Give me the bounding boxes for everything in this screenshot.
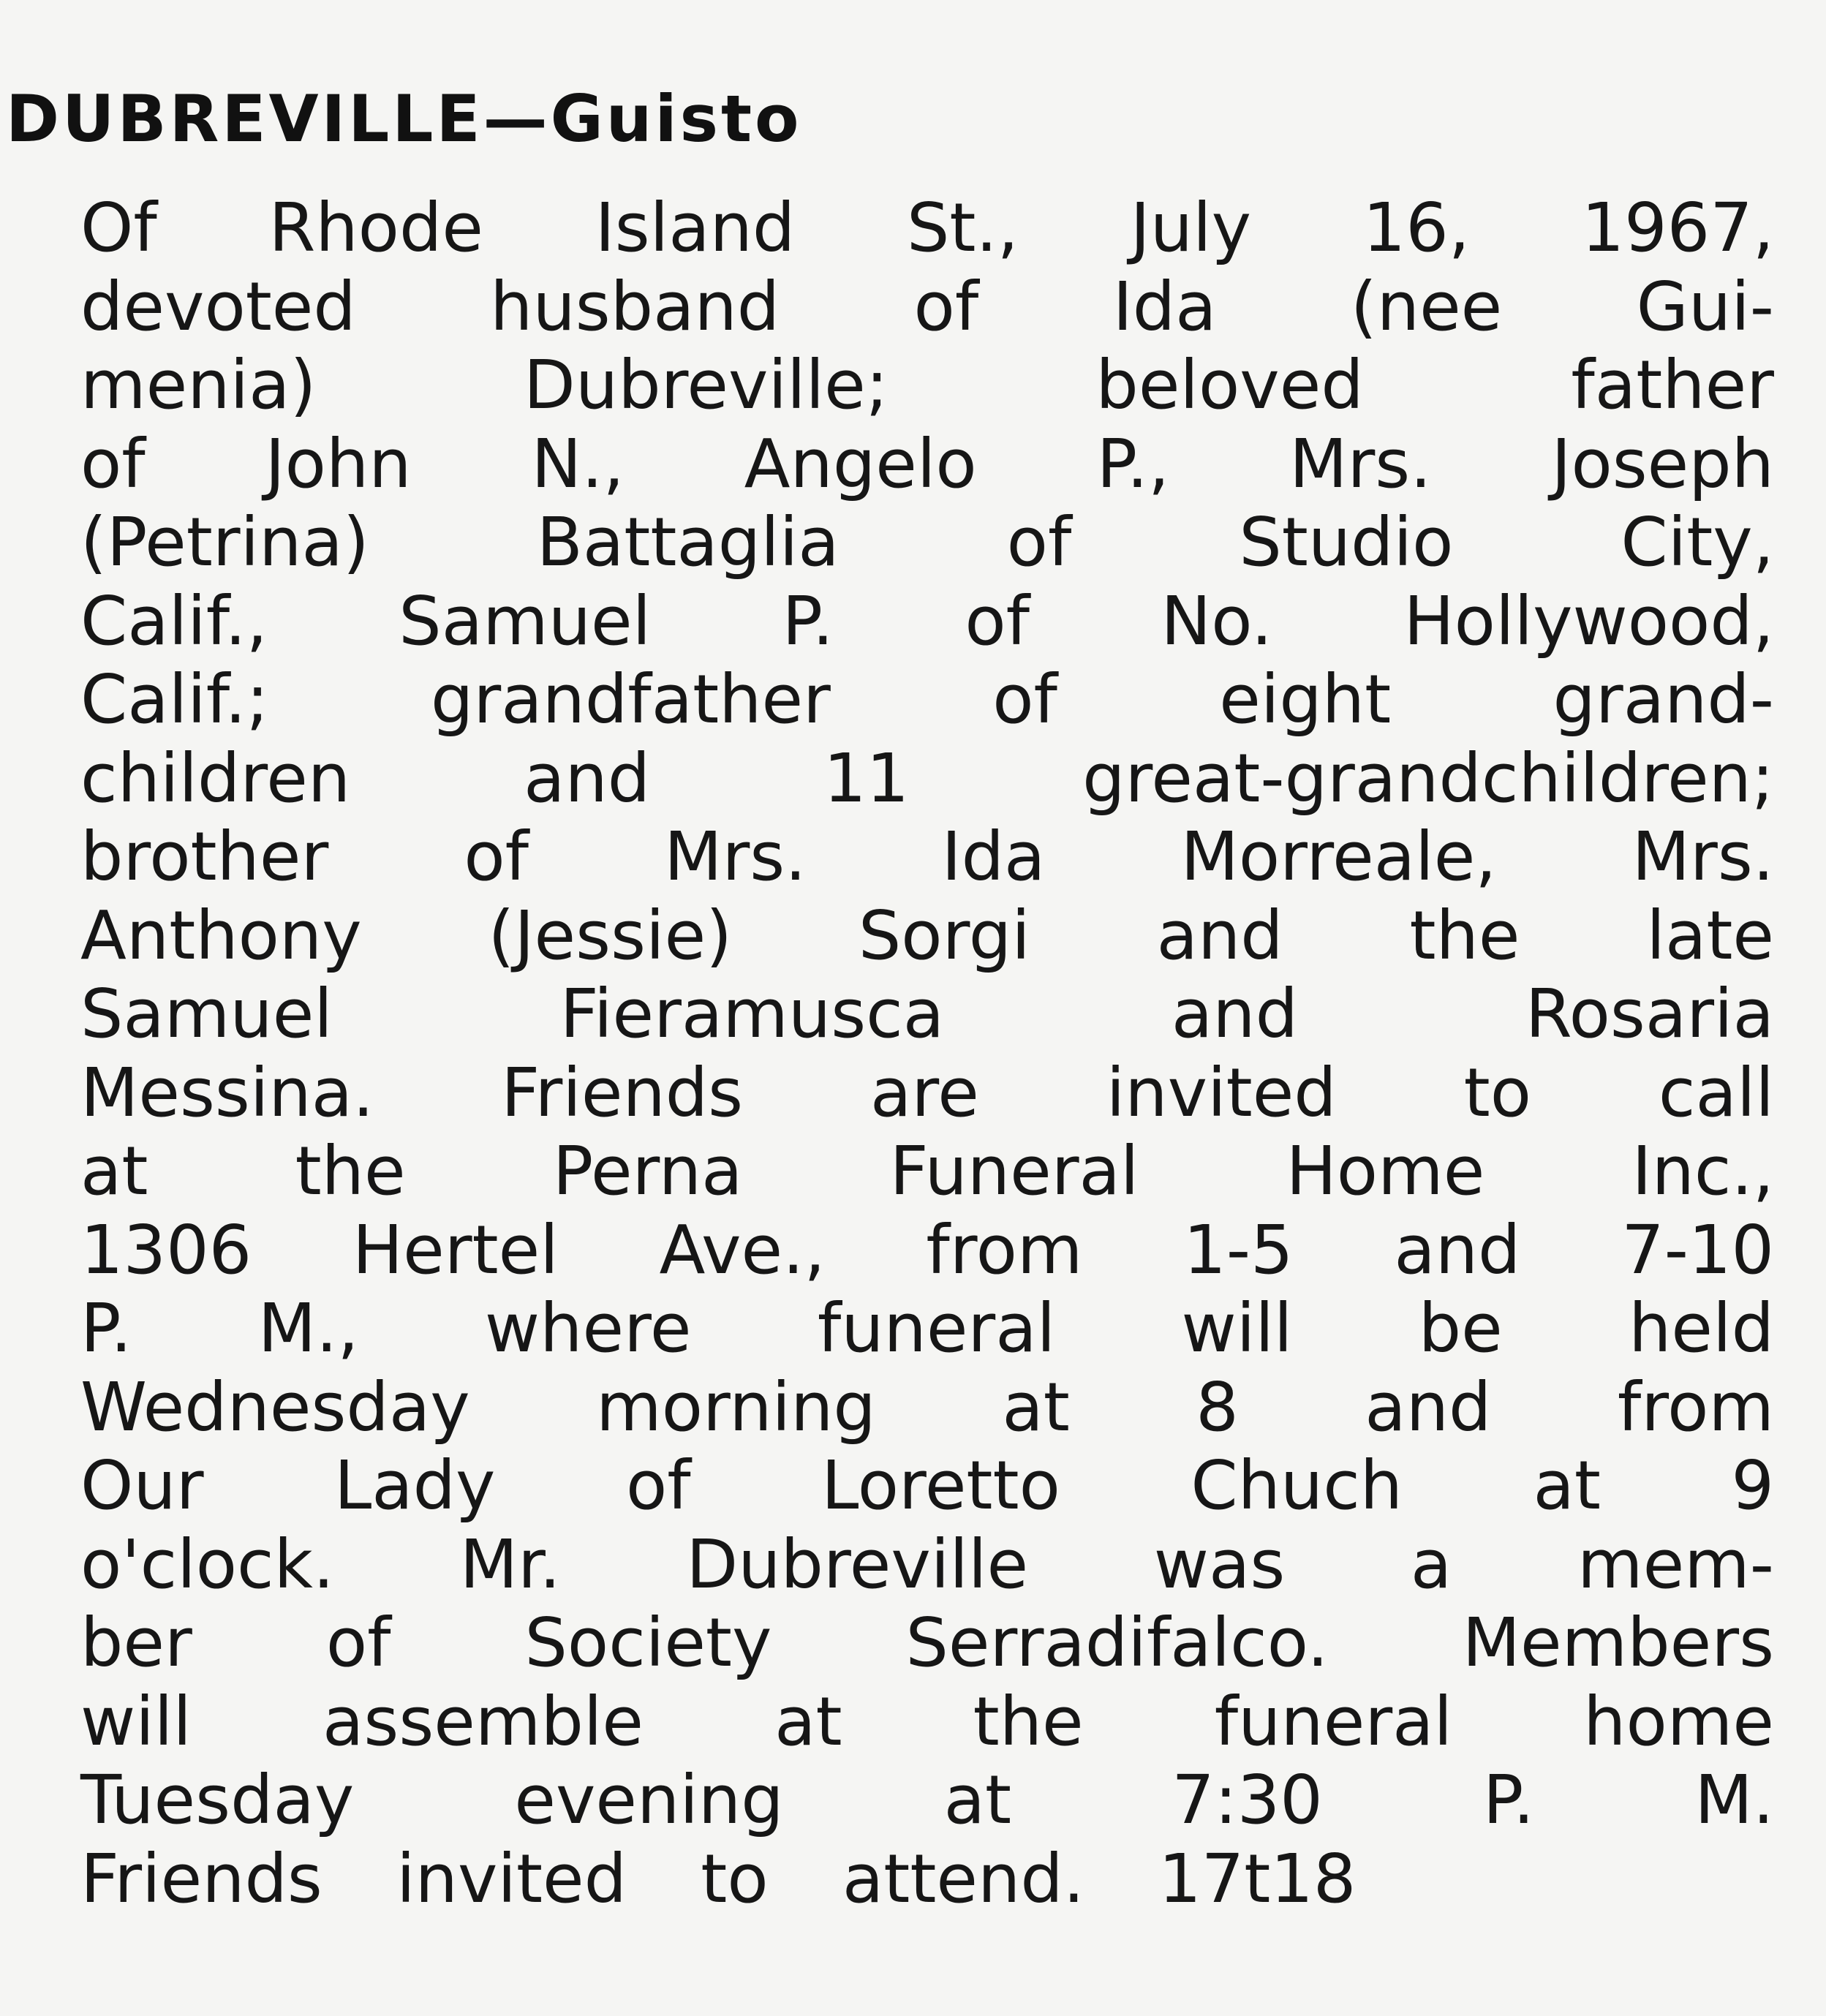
obituary-line: Anthony (Jessie) Sorgi and the late [80, 896, 1774, 975]
obituary-line: Calif., Samuel P. of No. Hollywood, [80, 581, 1774, 660]
obituary-line: devoted husband of Ida (nee Gui- [80, 267, 1774, 346]
obituary-line: o'clock. Mr. Dubreville was a mem- [80, 1525, 1774, 1604]
obituary-line: (Petrina) Battaglia of Studio City, [80, 503, 1774, 581]
obituary-line: Wednesday morning at 8 and from [80, 1367, 1774, 1446]
obituary-line: menia) Dubreville; beloved father [80, 346, 1774, 424]
obituary-body [80, 189, 1774, 1918]
obituary-line: 1306 Hertel Ave., from 1-5 and 7-10 [80, 1210, 1774, 1289]
obituary-line: P. M., where funeral will be held [80, 1289, 1774, 1367]
obituary-line: Calif.; grandfather of eight grand- [80, 660, 1774, 739]
obituary-line: Of Rhode Island St., July 16, 1967, [80, 189, 1774, 267]
obituary-line: of John N., Angelo P., Mrs. Joseph [80, 424, 1774, 503]
obituary-line: Tuesday evening at 7:30 P. M. [80, 1761, 1774, 1839]
obituary-line: brother of Mrs. Ida Morreale, Mrs. [80, 818, 1774, 896]
obituary-line: Samuel Fieramusca and Rosaria [80, 975, 1774, 1053]
obituary-line: Our Lady of Loretto Chuch at 9 [80, 1446, 1774, 1525]
obituary-line: will assemble at the funeral home [80, 1682, 1774, 1761]
obituary-headline: DUBREVILLE—Guisto [6, 81, 802, 156]
obituary-line: at the Perna Funeral Home Inc., [80, 1132, 1774, 1210]
obituary-line: Friends invited to attend. 17t18 [80, 1839, 1357, 1918]
obituary-line: Messina. Friends are invited to call [80, 1053, 1774, 1132]
obituary-line: children and 11 great-grandchildren; [80, 739, 1774, 818]
obituary-line: ber of Society Serradifalco. Members [80, 1604, 1774, 1682]
